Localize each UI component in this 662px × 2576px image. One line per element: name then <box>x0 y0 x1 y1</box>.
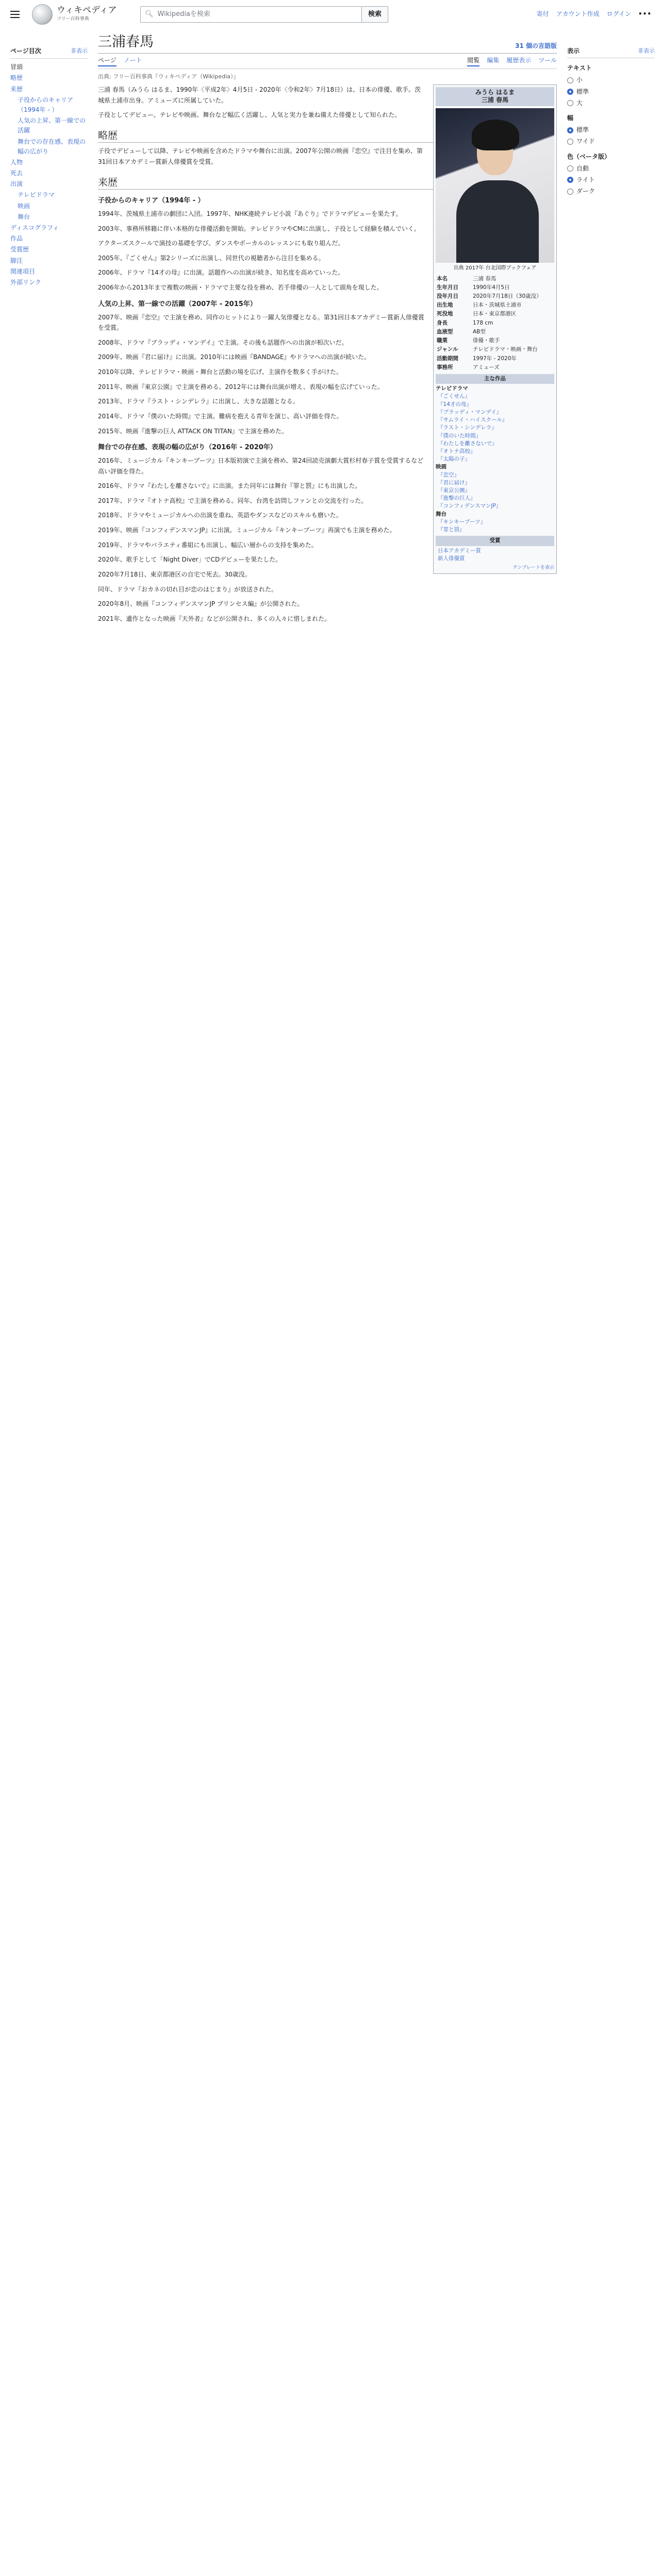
toc-item[interactable]: 関連項目 <box>10 267 36 275</box>
radio-option[interactable] <box>567 175 655 185</box>
tab-tools[interactable]: ツール <box>538 57 557 64</box>
subsection-paragraph: 2006年から2013年まで複数の映画・ドラマで主要な役を務め、若手俳優の一人として頭角を現した。 <box>98 284 383 292</box>
toc-item[interactable]: 略歴 <box>10 74 23 82</box>
radio-option[interactable] <box>567 75 655 85</box>
tab-talk[interactable]: ノート <box>123 57 142 64</box>
appearance-panel <box>567 46 655 198</box>
infobox-key: 身長 <box>437 319 448 326</box>
infobox-row <box>436 310 554 318</box>
radio-button-icon[interactable] <box>567 139 573 145</box>
tab-edit[interactable]: 編集 <box>487 57 500 64</box>
radio-button-icon[interactable] <box>567 127 573 133</box>
infobox-works-stage-title: 舞台 <box>436 511 446 517</box>
infobox-row <box>436 354 554 363</box>
infobox-row <box>436 301 554 310</box>
subsection-paragraph: 2019年、映画『コンフィデンスマンJP』に出演。ミュージカル『キンキーブーツ』再演でも主演を務めた。 <box>98 527 396 534</box>
width-label: 幅 <box>567 114 574 122</box>
portrait-photo[interactable] <box>436 108 554 263</box>
infobox-key: 出生地 <box>437 302 453 309</box>
infobox-work-link[interactable]: 『ごくせん』 <box>438 393 470 400</box>
infobox-works-movie-title: 映画 <box>436 464 446 470</box>
radio-button-icon[interactable] <box>567 100 573 106</box>
infobox-row <box>436 292 554 301</box>
infobox-value: 日本・茨城県土浦市 <box>473 302 522 309</box>
radio-button-icon[interactable] <box>567 89 573 95</box>
infobox-key: 事務所 <box>437 364 453 370</box>
intro-paragraph: 三浦 春馬（みうら はるま、1990年〈平成2年〉4月5日 - 2020年〈令和2年〉7月18日）は、日本の俳優、歌手。茨城県土浦市出身。アミューズに所属していた。 <box>98 86 421 104</box>
search-button[interactable]: 検索 <box>362 6 388 23</box>
toc-hide-button[interactable]: 非表示 <box>71 47 88 54</box>
infobox-works-tv-title: テレビドラマ <box>436 385 468 392</box>
infobox-work-link[interactable]: 『ラスト・シンデレラ』 <box>438 425 497 431</box>
appearance-title: 表示 <box>567 47 580 55</box>
infobox-value: アミューズ <box>473 364 500 370</box>
infobox-work-link[interactable]: 『キンキーブーツ』 <box>438 518 486 525</box>
infobox-work-link[interactable]: 『君に届け』 <box>438 479 470 486</box>
infobox-key: 活動期間 <box>437 355 458 362</box>
subsection-paragraph: 2018年、ドラマやミュージカルへの出演を重ね、英語やダンスなどのスキルも磨いた。 <box>98 512 342 519</box>
toc-item[interactable]: 来歴 <box>10 85 23 93</box>
infobox-work-link[interactable]: 『14才の母』 <box>438 401 472 408</box>
radio-button-icon[interactable] <box>567 165 573 172</box>
site-header <box>0 0 662 29</box>
infobox-value: 1997年 - 2020年 <box>473 355 517 362</box>
toc-item[interactable]: ディスコグラフィ <box>10 224 59 231</box>
toc-title: ページ目次 <box>10 47 41 55</box>
main-content <box>98 33 557 628</box>
infobox-work-link[interactable]: 新人俳優賞 <box>438 555 465 562</box>
subsection-heading: 人気の上昇、第一線での活躍（2007年 - 2015年） <box>98 300 257 308</box>
toc-item[interactable]: 脚注 <box>10 257 23 264</box>
toc-item[interactable]: 死去 <box>10 170 23 177</box>
radio-label: ワイド <box>576 138 595 145</box>
toc-item[interactable]: 子役からのキャリア（1994年 - ） <box>18 96 74 113</box>
toc-item[interactable]: 映画 <box>18 202 30 210</box>
subsection-paragraph: アクターズスクールで演技の基礎を学び、ダンスやボーカルのレッスンにも取り組んだ。 <box>98 240 344 247</box>
infobox-row <box>436 283 554 292</box>
infobox-work-link[interactable]: 『オトナ高校』 <box>438 448 476 454</box>
page-tabs <box>98 54 557 69</box>
infobox-row <box>436 319 554 328</box>
infobox-row <box>436 345 554 354</box>
infobox-work-link[interactable]: 『ブラッディ・マンデイ』 <box>438 409 502 415</box>
wikipedia-globe-icon <box>32 4 53 25</box>
infobox-header <box>436 87 554 106</box>
infobox-value: テレビドラマ・映画・舞台 <box>473 346 538 353</box>
infobox-work-link[interactable]: 『コンフィデンスマンJP』 <box>438 503 502 510</box>
radio-button-icon[interactable] <box>567 189 573 195</box>
subsection-paragraph: 2011年、映画『東京公園』で主演を務める。2012年には舞台出演が増え、表現の幅を広げていった。 <box>98 383 384 391</box>
toc-item[interactable]: 出演 <box>10 180 23 188</box>
toc-item[interactable]: 人物 <box>10 158 23 166</box>
infobox-awards-title: 受賞 <box>436 536 554 546</box>
subsection-paragraph: 2020年8月、映画『コンフィデンスマンJP プリンセス編』が公開された。 <box>98 600 304 608</box>
infobox-row <box>436 363 554 372</box>
radio-label: 大 <box>576 99 583 107</box>
section-paragraph: 子役でデビューして以降、テレビや映画を含めたドラマや舞台に出演。2007年公開の映画『恋空』で注目を集め、第31回日本アカデミー賞新人俳優賞を受賞。 <box>98 147 423 165</box>
infobox-work-link[interactable]: 『太陽の子』 <box>438 456 470 463</box>
subsection-paragraph: 2009年、映画『君に届け』に出演。2010年には映画『BANDAGE』やドラマへの出演が続いた。 <box>98 353 371 361</box>
toc-item[interactable]: 外部リンク <box>10 278 41 286</box>
infobox-key: ジャンル <box>437 346 458 353</box>
radio-label: 小 <box>576 76 583 84</box>
subsection-paragraph: 2007年、映画『恋空』で主演を務め、同作のヒットにより一躍人気俳優となる。第31回日本アカデミー賞新人俳優賞を受賞。 <box>98 313 424 332</box>
subsection-paragraph: 2016年、ドラマ『わたしを離さないで』に出演。また同年には舞台『罪と罰』にも出演した。 <box>98 482 361 490</box>
subsection-paragraph: 2006年、ドラマ『14才の母』に出演。話題作への出演が続き、知名度を高めていった。 <box>98 269 344 277</box>
site-tagline: フリー百科事典 <box>57 16 89 22</box>
donate-link[interactable]: 寄付 <box>536 10 549 18</box>
subsection-heading: 子役からのキャリア（1994年 - ） <box>98 197 205 205</box>
page-title: 三浦春馬 <box>98 34 154 50</box>
infobox-row <box>436 328 554 336</box>
infobox-key: 死没地 <box>437 311 453 317</box>
radio-option[interactable] <box>567 187 655 196</box>
infobox-value: 俳優・歌手 <box>473 337 500 344</box>
section-heading: 来歴 <box>98 176 557 190</box>
toc-item[interactable]: 人気の上昇、第一線での活躍 <box>18 117 86 134</box>
site-logo[interactable] <box>32 4 135 25</box>
search-form <box>140 6 388 23</box>
intro-paragraph: 子役としてデビュー。テレビや映画、舞台など幅広く活躍し、人気と実力を兼ね備えた俳優として知られた。 <box>98 111 401 119</box>
infobox-value: 日本・東京都港区 <box>473 311 516 317</box>
login-link[interactable]: ログイン <box>606 10 631 18</box>
radio-button-icon[interactable] <box>567 77 573 83</box>
appearance-hide-button[interactable]: 非表示 <box>638 47 655 54</box>
infobox-work-link[interactable]: 『恋空』 <box>438 471 459 478</box>
subsection-paragraph: 2017年、ドラマ『オトナ高校』で主演を務める。同年、台湾を訪問しファンとの交流を行った。 <box>98 497 368 504</box>
infobox-value: 2020年7月18日（30歳没） <box>473 293 542 299</box>
subsection-paragraph: 2014年、ドラマ『僕のいた時間』で主演。難病を抱える青年を演じ、高い評価を得た。 <box>98 412 343 420</box>
infobox-work-link[interactable]: 『進撃の巨人』 <box>438 495 476 502</box>
infobox-key: 没年月日 <box>437 293 458 299</box>
radio-label: 自動 <box>576 164 589 172</box>
infobox-row <box>436 275 554 283</box>
site-name: ウィキペディア <box>57 5 117 16</box>
infobox-name: 三浦 春馬 <box>481 96 509 104</box>
infobox-value: 三浦 春馬 <box>473 275 496 282</box>
subsection-paragraph: 2016年、ミュージカル『キンキーブーツ』日本版初演で主演を務め、第24回読売演劇大賞杉村春子賞を受賞するなど高い評価を得た。 <box>98 456 424 475</box>
text-size-label: テキスト <box>567 64 592 72</box>
photo-caption: 出典 2017年 台北国際ブックフェア <box>453 265 537 272</box>
infobox-work-link[interactable]: 『東京公園』 <box>438 487 470 494</box>
toc-item[interactable]: 舞台での存在感、表現の幅の広がり <box>18 138 86 155</box>
color-label: 色（ベータ版） <box>567 152 611 160</box>
infobox-work-link[interactable]: 『わたしを離さないで』 <box>438 440 498 447</box>
toc-item[interactable]: 作品 <box>10 235 23 243</box>
subsection-paragraph: 2015年、映画『進撃の巨人 ATTACK ON TITAN』で主演を務めた。 <box>98 427 288 435</box>
infobox-name-kana: みうら はるま <box>475 88 515 96</box>
create-account-link[interactable]: アカウント作成 <box>556 10 600 18</box>
tab-page[interactable]: ページ <box>98 56 117 66</box>
infobox-work-link[interactable]: 『罪と罰』 <box>438 527 465 533</box>
infobox-key: 生年月日 <box>437 284 458 291</box>
source-note: 出典: フリー百科事典『ウィキペディア（Wikipedia）』 <box>98 73 239 80</box>
subsection-paragraph: 2003年、事務所移籍に伴い本格的な俳優活動を開始。テレビドラマやCMに出演し、子役として経験を積んでいく。 <box>98 225 420 232</box>
search-icon: 🔍︎ <box>145 10 154 18</box>
subsection-paragraph: 1994年、茨城県土浦市の劇団に入団。1997年、NHK連続テレビ小説『あぐり』でドラマデビューを果たす。 <box>98 210 402 217</box>
tab-history[interactable]: 履歴表示 <box>506 57 532 64</box>
subsection-paragraph: 2021年、遺作となった映画『天外者』などが公開され、多くの人々に惜しまれた。 <box>98 615 331 622</box>
tab-read[interactable]: 閲覧 <box>467 56 479 66</box>
toc-item[interactable]: 冒頭 <box>10 63 23 71</box>
subsection-paragraph: 2019年、ドラマやバラエティ番組にも出演し、幅広い層からの支持を集めた。 <box>98 541 318 549</box>
radio-label: 標準 <box>576 126 589 134</box>
infobox-row <box>436 336 554 345</box>
main-menu-button[interactable] <box>10 7 25 22</box>
radio-option[interactable] <box>567 98 655 108</box>
subsection-paragraph: 同年、ドラマ『おカネの切れ目が恋のはじまり』が放送された。 <box>98 585 278 593</box>
toc-item[interactable]: 舞台 <box>18 213 30 221</box>
template-link[interactable]: テンプレートを表示 <box>512 565 554 570</box>
infobox-key: 職業 <box>437 337 448 344</box>
search-input[interactable] <box>140 6 362 23</box>
toc-item[interactable]: 受賞歴 <box>10 246 29 253</box>
infobox-table <box>436 275 554 372</box>
language-selector-button[interactable]: 31 個の言語版 <box>515 42 557 49</box>
infobox-value: AB型 <box>473 328 486 335</box>
section-heading: 略歴 <box>98 129 557 143</box>
subsection-paragraph: 2005年、『ごくせん』第2シリーズに出演し、同世代の視聴者から注目を集める。 <box>98 254 325 262</box>
infobox-key: 本名 <box>437 275 448 282</box>
subsection-paragraph: 2020年7月18日、東京都港区の自宅で死去。30歳没。 <box>98 570 251 578</box>
radio-label: ライト <box>576 176 595 183</box>
radio-option[interactable] <box>567 137 655 146</box>
user-links <box>537 9 652 19</box>
subsection-paragraph: 2008年、ドラマ『ブラッディ・マンデイ』で主演。その後も話題作への出演が相次いだ。 <box>98 338 348 346</box>
infobox-work-link[interactable]: 日本アカデミー賞 <box>438 547 481 554</box>
infobox-value: 178 cm <box>473 319 493 326</box>
article-body <box>98 84 557 624</box>
infobox-value: 1990年4月5日 <box>473 284 510 291</box>
infobox-key: 血液型 <box>437 328 453 335</box>
subsection-paragraph: 2013年、ドラマ『ラスト・シンデレラ』に出演し、大きな話題となる。 <box>98 398 299 405</box>
infobox-works-title: 主な作品 <box>436 374 554 384</box>
table-of-contents <box>10 46 88 288</box>
infobox-work-link[interactable]: 『サムライ・ハイスクール』 <box>438 417 508 423</box>
radio-option[interactable] <box>567 87 655 97</box>
radio-label: 標準 <box>576 88 589 95</box>
more-options-button[interactable]: ••• <box>638 10 652 18</box>
infobox-work-link[interactable]: 『僕のいた時間』 <box>438 432 481 439</box>
subsection-paragraph: 2020年、歌手として「Night Diver」でCDデビューを果たした。 <box>98 556 282 564</box>
search-placeholder: Wikipediaを検索 <box>157 10 210 18</box>
radio-label: ダーク <box>576 188 595 195</box>
toc-item[interactable]: テレビドラマ <box>18 191 55 199</box>
subsection-heading: 舞台での存在感、表現の幅の広がり（2016年 - 2020年） <box>98 444 277 452</box>
radio-option[interactable] <box>567 125 655 135</box>
radio-option[interactable] <box>567 164 655 174</box>
infobox <box>433 84 557 574</box>
radio-button-icon[interactable] <box>567 177 573 183</box>
subsection-paragraph: 2010年以降、テレビドラマ・映画・舞台と活動の場を広げ、主演作を数多く手がけた。 <box>98 368 342 376</box>
